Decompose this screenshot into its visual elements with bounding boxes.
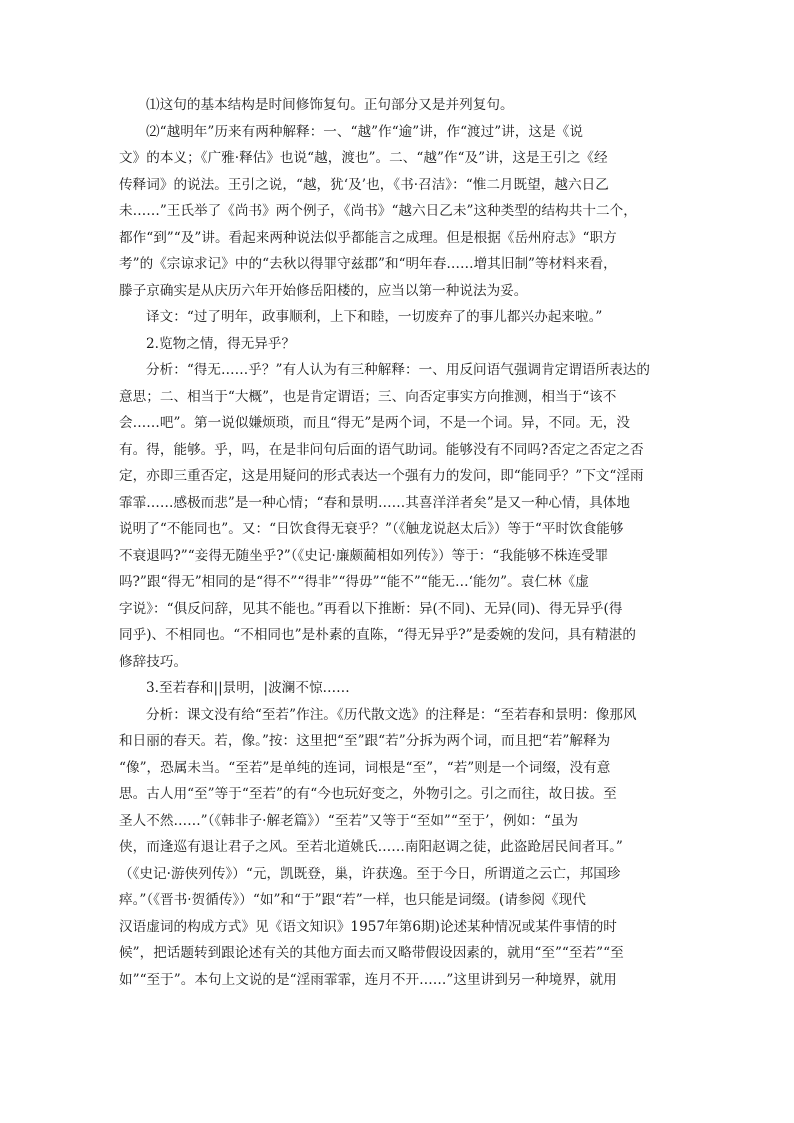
section-heading: 3.至若春和||景明，|波澜不惊…… bbox=[146, 680, 350, 696]
text-line: 会……吧”。第一说似嫌烦琐，而且“得无”是两个词，不是一个词。异，不同。无，没 bbox=[119, 415, 631, 431]
text-line: 都作“到”“及”讲。看起来两种说法似乎都能言之成理。但是根据《岳州府志》“职方 bbox=[119, 229, 617, 246]
text-line: 说明了“不能同也”。又：“日饮食得无衰乎？”（《触龙说赵太后》）等于“平时饮食能够 bbox=[119, 521, 624, 537]
text-line: 思。古人用“至”等于“至若”的有“今也玩好变之，外物引之。引之而往，故日拔。至 bbox=[119, 786, 617, 802]
text-line: 文》的本义；《广雅·释估》也说“越，渡也”。二、“越”作“及”讲，这是王引之《经 bbox=[119, 150, 608, 166]
text-line: 和日丽的春天。若，像。”按：这里把“至”跟“若”分拆为两个词，而且把“若”解释为 bbox=[119, 733, 611, 749]
text-line: 考”的《宗谅求记》中的“去秋以得罪守兹郡”和“明年春……增其旧制”等材料来看， bbox=[119, 256, 617, 272]
text-line: 圣人不然……”（《韩非子·解老篇》）“至若”又等于“至如”“至于’，例如：“虽为 bbox=[119, 812, 579, 829]
text-line: 滕子京确实是从庆历六年开始修岳阳楼的，应当以第一种说法为妥。 bbox=[119, 282, 528, 299]
text-line: 如”“至于”。本句上文说的是“淫雨霏霏，连月不开……”这里讲到另一种境界，就用 bbox=[119, 971, 617, 988]
text-line: 意思；二、相当于“大概”，也是肯定谓语；三、向否定事实方向推测，相当于“该不 bbox=[119, 388, 617, 405]
text-line: 未……”王氏举了《尚书》两个例子，《尚书》“越六日乙未”这种类型的结构共十二个， bbox=[119, 203, 637, 219]
text-line: 分析：“得无……乎？”有人认为有三种解释：一、用反问语气强调肯定谓语所表达的 bbox=[146, 362, 651, 378]
document-body bbox=[119, 92, 675, 993]
text-line: “像”，恐属未当。“至若”是单纯的连词，词根是“至”，“若”则是一个词缀，没有意 bbox=[119, 759, 611, 776]
text-line: 霏霏……感极而悲”是一种心情；“春和景明……其喜洋洋者矣”是又一种心情，具体地 bbox=[119, 494, 631, 511]
text-line: 候”，把话题转到跟论述有关的其他方面去而又略带假设因素的，就用“至”“至若”“至 bbox=[119, 945, 624, 961]
text-line: 瘁。”（《晋书·贺循传》）“如”和“于”跟“若”一样，也只能是词缀。(请参阅《现代 bbox=[119, 892, 586, 908]
text-line: （《史记·游侠列传》）“元，凯既登，巢，许获逸。至于今日，所谓道之云亡，邦国珍 bbox=[119, 865, 621, 882]
text-line: 译文：“过了明年，政事顺利，上下和睦，一切废弃了的事儿都兴办起来啦。” bbox=[146, 309, 603, 325]
text-line: 传释词》的说法。王引之说，“越，犹‘及’也，《书·召洁》：“惟二月既望，越六日乙 bbox=[119, 176, 609, 193]
text-line: 不衰退吗?”“妾得无随坐乎?”（《史记·廉颇蔺相如列传》）等于：“我能够不株连受罪 bbox=[119, 547, 609, 564]
text-line: 分析：课文没有给“至若”作注。《历代散文选》的注释是：“至若春和景明：像那风 bbox=[146, 706, 637, 723]
text-line: 同乎)、不相同也。“不相同也”是朴素的直陈，“得无异乎?”是委婉的发问，具有精湛的 bbox=[119, 627, 636, 643]
section-heading: 2.览物之情，得无异乎？ bbox=[146, 335, 296, 352]
text-line: 吗?”跟“得无”相同的是“得不”“得非”“得毋”“能不”“能无…‘能勿”。袁仁林《虚 bbox=[119, 574, 589, 590]
text-line: 定，亦即三重否定，这是用疑问的形式表达一个强有力的发问，即“能同乎？”下文“淫雨 bbox=[119, 468, 644, 484]
text-line: 字说》：“俱反问辞，见其不能也。”再看以下推断：异(不同)、无异(同)、得无异乎(得 bbox=[119, 600, 623, 617]
text-line: 修辞技巧。 bbox=[119, 653, 188, 670]
text-line: ⑴这句的基本结构是时间修饰复句。正句部分又是并列复句。 bbox=[146, 97, 514, 113]
text-line: 有。得，能够。乎，吗，在是非问句后面的语气助词。能够没有不同吗?否定之否定之否 bbox=[119, 441, 644, 458]
text-line: ⑵“越明年”历来有两种解释：一、“越”作“逾”讲，作“渡过”讲，这是《说 bbox=[146, 123, 583, 140]
text-line: 汉语虚词的构成方式》见《语文知识》1957年第6期)论述某种情况或某件事情的时 bbox=[119, 918, 617, 935]
text-line: 侠，而逢巡有退让君子之风。至若北道姚氏……南阳赵调之徒，此盗跄居民间者耳。” bbox=[119, 839, 623, 855]
